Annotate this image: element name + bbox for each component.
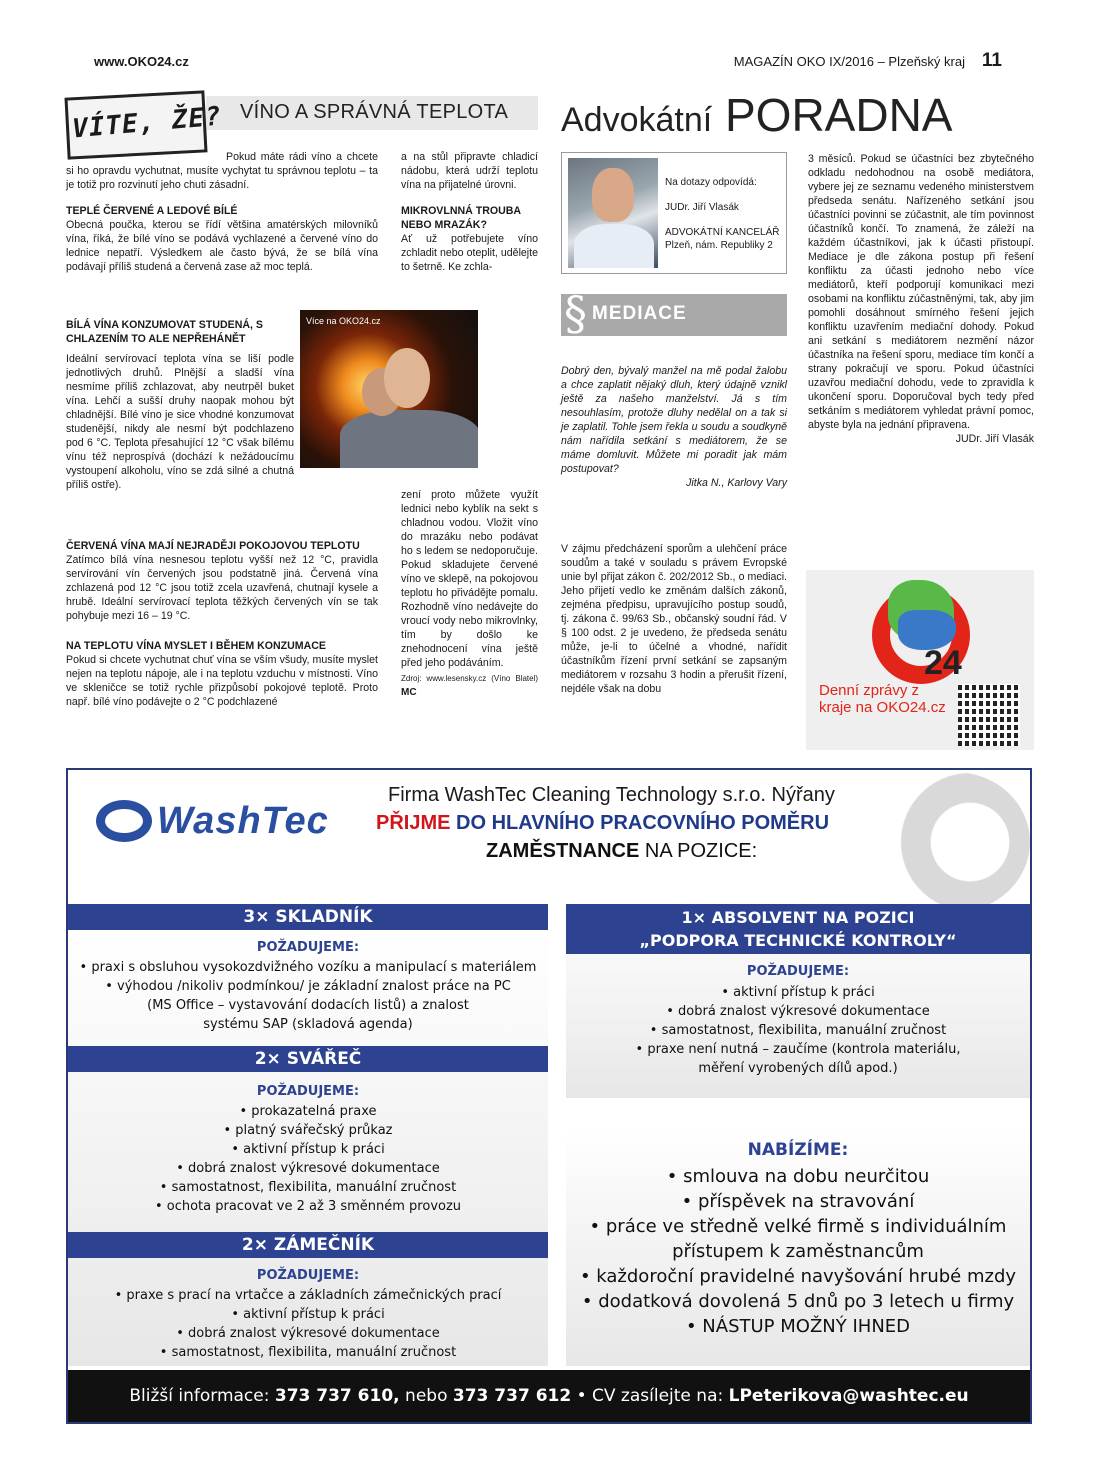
list-item: • dodatková dovolená 5 dnů po 3 letech u firmy xyxy=(581,1291,1015,1312)
phone-link[interactable]: 373 737 610, xyxy=(274,1386,400,1406)
paragraph: Obecná poučka, kterou se řídí většina amatérských milovníků vína, říká, že bílé víno se podává vychlazené a červené víno do lednice nepatří. Výsledkem ale často bývá, že se bílá vína podávají příliš studená a červená zase až moc teplá. xyxy=(66,219,378,273)
wine-photo xyxy=(300,310,478,468)
article-column-1 xyxy=(66,150,378,274)
qr-code-overlay xyxy=(958,684,1020,746)
paragraph: Ideální servírovací teplota vína se liší podle jednotlivých druhů. Plnější a sladší vína nesmíme příliš zchlazovat, aby neutrpěl buket vína. Lehčí a sušší druhy naopak mohou být chladnější. Bílé víno je sice vhodné konzumovat studenější, nikdy ale nesmí být podchlazeno pod 6 °C. Teplota přesahující 12 °C však bílému vínu též neprospívá (dochází k nežádoucímu vystoupení alkoholu, víno se zdá silné a chutná příliš ostře). xyxy=(66,353,294,491)
list-item: • praxe s prací na vrtačce a základních zámečnických prací xyxy=(114,1288,502,1303)
list-item: • každoroční pravidelné navyšování hrubé mzdy xyxy=(579,1266,1017,1287)
question-text: Dobrý den, bývalý manžel na mě podal žalobu a chce zaplatit nějaký dluh, který údajně vznikl ještě za našeho manželství. Já s tím nesouhlasím, protože dluhy nedělal on a tak si je zaplatil. Tohle jsem řekla u soudu a soudkyně nám nařídila setkání s mediátorem, že se máme domluvit. Můžete mi poradit jak mám postupovat? xyxy=(561,365,787,475)
washtec-logo: WashTec xyxy=(157,800,329,842)
photo-logo: Více na OKO24.cz xyxy=(306,316,381,326)
article-column-1c xyxy=(66,352,294,492)
subheading: BÍLÁ VÍNA KONZUMOVAT STUDENÁ, S CHLAZENÍM TO ALE NEPŘEHÁNĚT xyxy=(66,319,263,345)
list-item: • samostatnost, flexibilita, manuální zručnost xyxy=(159,1345,457,1360)
separator: • xyxy=(576,1386,587,1406)
list-item: • NÁSTUP MOŽNÝ IHNED xyxy=(685,1316,911,1337)
ad-footer xyxy=(68,1370,1030,1422)
title-line: 1× ABSOLVENT NA POZICI xyxy=(681,908,915,927)
subheadline-bold: ZAMĚSTNANCE xyxy=(486,840,640,862)
list-item: • ochota pracovat ve 2 až 3 směnném provozu xyxy=(154,1199,462,1214)
subheading: NA TEPLOTU VÍNA MYSLET I BĚHEM KONZUMACE xyxy=(66,640,326,652)
footer-text: nebo xyxy=(405,1386,448,1406)
source: Zdroj: www.lesensky.cz (Víno Blatel) xyxy=(401,674,538,683)
requirements-list xyxy=(68,1286,548,1362)
lawyer-info xyxy=(665,176,779,252)
ad-company: Firma WashTec Cleaning Technology s.r.o. Nýřany xyxy=(388,784,835,806)
answer-column-2 xyxy=(808,152,1034,446)
signature: JUDr. Jiří Vlasák xyxy=(955,433,1034,445)
list-item: • praxe není nutná – zaučíme (kontrola materiálu, xyxy=(635,1042,961,1057)
requirements-label: POŽADUJEME: xyxy=(256,1084,360,1099)
article-column-2b xyxy=(401,488,538,700)
list-item: • práce ve středně velké firmě s individuálním xyxy=(589,1216,1007,1237)
footer-text: Bližší informace: xyxy=(129,1386,270,1406)
list-item: • dobrá znalost výkresové dokumentace xyxy=(666,1004,930,1019)
phone-link[interactable]: 373 737 612 xyxy=(452,1386,572,1406)
article-column-1d xyxy=(66,527,378,709)
position-title xyxy=(566,904,1030,954)
email-link[interactable]: LPeterikova@washtec.eu xyxy=(728,1386,969,1406)
list-item: • aktivní přístup k práci xyxy=(231,1307,385,1322)
headline-red: PŘIJME xyxy=(376,812,451,834)
list-item: • aktivní přístup k práci xyxy=(721,985,875,1000)
list-item: • aktivní přístup k práci xyxy=(231,1142,385,1157)
paragraph: Pokud si chcete vychutnat chuť vína se vším všudy, musíte myslet nejen na teplotu nápoje, ale i na teplotu vzduchu v místnosti. Víno ve skleničce se totiž rychle přizpůsobí pokojové teplotě. Proto např. bílé víno podávejte o 2 °C podchlazené xyxy=(66,654,378,708)
page-number: 11 xyxy=(981,50,1002,71)
ad-subheadline xyxy=(486,840,757,863)
card-line: ADVOKÁTNÍ KANCELÁŘ xyxy=(665,227,780,238)
list-item: • prokazatelná praxe xyxy=(239,1104,377,1119)
answer-text: 3 měsíců. Pokud se účastníci bez zbytečného odkladu nedohodnou na osobě mediátora, vybere jej ze seznamu vedeného ministerstvem předseda senátu. Nařízeného setkání jsou účastníci povinni se zúčastnit, ale tím povinnost účastníků končí. To znamená, že záleží na každém účastníkovi, jak k účasti přistoupí. Mediace je dle zákona postup při řešení konfliktu za účasti jednoho nebo více mediátorů, kteří podporují komunikaci mezi osobami na konfliktu zúčastněnými, tak, aby jim pomohli dosáhnout smírného řešení jejich konfliktu uzavřením mediační dohody. Pokud ani setkání s mediátorem nezmění názor účastníka na řešení sporu, mediace tím končí a strany pokračují ve sporu. Pokud účastníci uzavřou mediační dohodu, vede to zpravidla k ukončení sporu. Doporučoval bych tedy před setkáním s mediátorem vyhledat právní pomoc, abyste byla na jednání připravena. xyxy=(808,153,1034,431)
list-item: • dobrá znalost výkresové dokumentace xyxy=(176,1326,440,1341)
oko-number: 24 xyxy=(924,644,962,682)
answer-text: V zájmu předcházení sporům a ulehčení práce soudům a také v souladu s právem Evropské unie byl přijat zákon č. 202/2012 Sb., o mediaci. Jeho přijetí vedlo ke změnám dalších zákonů, zejména předpisu, upravujícího postup soudů, tj. zákona č. 99/63 Sb., občanský soudní řád. V § 100 odst. 2 je uvedeno, že předseda senátu může, je-li to účelné a vhodné, nařídit účastníkům řízení první setkání se zapsaným mediátorem v rozsahu 3 hodin a přerušit řízení, nejdéle však na dobu xyxy=(561,543,787,695)
asker: Jitka N., Karlovy Vary xyxy=(686,477,787,489)
card-line: Na dotazy odpovídá: xyxy=(665,177,757,188)
position-title: 2× ZÁMEČNÍK xyxy=(68,1232,548,1258)
list-item: • samostatnost, flexibilita, manuální zručnost xyxy=(159,1180,457,1195)
oko-text: Denní zprávy z kraje na OKO24.cz xyxy=(819,682,946,716)
card-line: JUDr. Jiří Vlasák xyxy=(665,202,739,213)
intro: Pokud máte rádi víno a chcete si ho opravdu vychutnat, musíte vychytat tu správnou teplotu – ta je totiž pro rozvinutí jeho chuti zásadní. xyxy=(66,151,378,191)
author: MC xyxy=(401,687,417,698)
requirements-label: POŽADUJEME: xyxy=(256,940,360,955)
paragraph: a na stůl připravte chladicí nádobu, která udrží teplotu vína na přijatelné úrovni. xyxy=(401,151,538,191)
footer-text: CV zasílejte na: xyxy=(592,1386,724,1406)
list-item: přístupem k zaměstnancům xyxy=(672,1241,924,1262)
title-line: „PODPORA TECHNICKÉ KONTROLY“ xyxy=(639,931,957,950)
subheading: ČERVENÁ VÍNA MAJÍ NEJRADĚJI POKOJOVOU TEPLOTU xyxy=(66,540,360,552)
site-url[interactable]: www.OKO24.cz xyxy=(94,54,189,69)
question xyxy=(561,364,787,490)
source-line xyxy=(401,672,538,700)
list-item: (MS Office – vystavování dodacích listů) a znalost xyxy=(147,998,469,1013)
list-item: měření vyrobených dílů apod.) xyxy=(698,1061,898,1076)
article-column-2 xyxy=(401,150,538,274)
face-shape xyxy=(592,168,634,222)
offer-list xyxy=(566,1164,1030,1339)
magazine-issue: MAGAZÍN OKO IX/2016 – Plzeňský kraj xyxy=(733,54,965,69)
position-title: 2× SVÁŘEČ xyxy=(68,1046,548,1072)
section-label: MEDIACE xyxy=(592,303,687,324)
washtec-logo-icon xyxy=(96,800,152,842)
subheading: TEPLÉ ČERVENÉ A LEDOVÉ BÍLÉ xyxy=(66,205,238,217)
list-item: • smlouva na dobu neurčitou xyxy=(666,1166,930,1187)
blanket-shape xyxy=(340,410,478,468)
person-shape xyxy=(384,348,430,408)
paragraph: zení proto můžete využít lednici nebo kyblík na sekt s chladnou vodou. Vložit víno do mrazáku nebo podávat ho s ledem se nedoporučuje. Pokud skladujete červené víno ve sklepě, na pokojovou teplotu ho přivádějte pomalu. Rozhodně víno nedávejte do vroucí vody nebo mikrovlnky, tím by došlo ke znehodnocení vína ještě před jeho podáváním. xyxy=(401,489,538,669)
section-title: VÍNO A SPRÁVNÁ TEPLOTA xyxy=(240,101,509,123)
subheadline-normal: NA POZICE: xyxy=(644,840,758,862)
list-item: • příspěvek na stravování xyxy=(681,1191,915,1212)
list-item: • praxi s obsluhou vysokozdvižného vozíku a manipulací s materiálem xyxy=(79,960,537,975)
requirements-list xyxy=(68,958,548,1034)
requirements-label: POŽADUJEME: xyxy=(746,964,850,979)
article-column-1b xyxy=(66,318,294,346)
subheading: MIKROVLNNÁ TROUBA NEBO MRAZÁK? xyxy=(401,205,521,231)
paragraph: Ať už potřebujete víno zchladit nebo oteplit, udělejte to šetrně. Ke zchla- xyxy=(401,233,538,273)
requirements-list xyxy=(566,983,1030,1078)
requirements-label: POŽADUJEME: xyxy=(256,1268,360,1283)
list-item: • platný svářečský průkaz xyxy=(223,1123,393,1138)
list-item: systému SAP (skladová agenda) xyxy=(203,1017,413,1032)
headline-blue: DO HLAVNÍHO PRACOVNÍHO POMĚRU xyxy=(456,812,830,834)
paragraph: Zatímco bílá vína nesnesou teplotu vyšší než 12 °C, pravidla servírování vín červených jsou podstatně jiná. Červená vína zchlazená pod 12 °C jsou totiž zcela uzavřená, chutnají kysele a hrubě. Ideální servírovací teplota těžkých červených vín se tak pohybuje mezi 16 – 19 °C. xyxy=(66,554,378,622)
title-light: Advokátní xyxy=(561,101,713,139)
list-item: • samostatnost, flexibilita, manuální zručnost xyxy=(649,1023,947,1038)
answer-column-1 xyxy=(561,542,787,696)
list-item: • dobrá znalost výkresové dokumentace xyxy=(176,1161,440,1176)
swirl-decoration xyxy=(880,772,1030,912)
list-item: • výhodou /nikoliv podmínkou/ je základní znalost práce na PC xyxy=(105,979,511,994)
requirements-list xyxy=(68,1102,548,1216)
stamp-text: VÍTE, ŽE? xyxy=(70,101,223,145)
shirt-shape xyxy=(574,224,654,268)
advice-title xyxy=(561,88,952,142)
ad-headline xyxy=(376,812,829,835)
title-big: PORADNA xyxy=(725,89,953,141)
offer-label: NABÍZÍME: xyxy=(747,1140,849,1160)
paragraph-icon: § xyxy=(564,286,587,340)
card-line: Plzeň, nám. Republiky 2 xyxy=(665,240,773,251)
position-title: 3× SKLADNÍK xyxy=(68,904,548,930)
lawyer-photo xyxy=(568,158,658,268)
